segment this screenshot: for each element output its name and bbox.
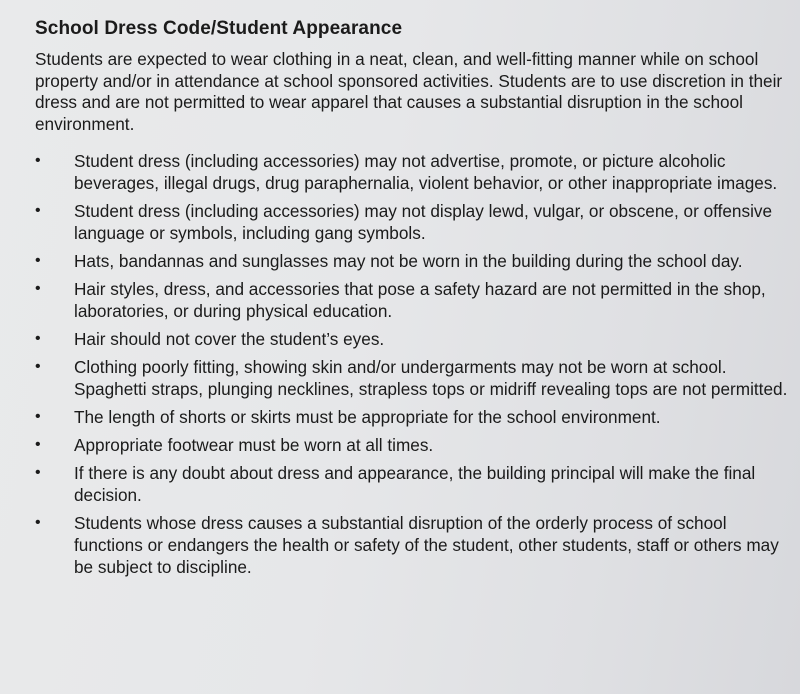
bullet-icon: •	[35, 252, 41, 269]
section-title: School Dress Code/Student Appearance	[35, 18, 403, 39]
list-item-text: Student dress (including accessories) may not advertise, promote, or picture alcoholic beverages, illegal drugs, drug paraphernalia, violent behavior, or other inappropriate images.	[74, 151, 778, 193]
dress-code-rules-list	[0, 150, 800, 582]
list-item-text: Hair should not cover the student’s eyes.	[74, 329, 385, 349]
list-item	[0, 512, 790, 578]
bullet-icon: •	[35, 280, 41, 297]
list-item-text: Student dress (including accessories) may not display lewd, vulgar, or obscene, or offensive language or symbols, including gang symbols.	[74, 201, 773, 243]
list-item-text: Students whose dress causes a substantial disruption of the orderly process of school functions or endangers the health or safety of the student, other students, staff or others may be subject to discipline.	[74, 513, 779, 577]
bullet-icon: •	[35, 152, 41, 169]
bullet-icon: •	[35, 358, 41, 375]
bullet-icon: •	[35, 464, 41, 481]
list-item	[0, 356, 790, 400]
bullet-icon: •	[35, 330, 41, 347]
bullet-icon: •	[35, 436, 41, 453]
list-item	[0, 278, 790, 322]
list-item-text: If there is any doubt about dress and appearance, the building principal will make the final decision.	[74, 463, 756, 505]
list-item	[0, 328, 790, 350]
list-item-text: Appropriate footwear must be worn at all times.	[74, 435, 434, 455]
bullet-icon: •	[35, 202, 41, 219]
list-item-text: Hats, bandannas and sunglasses may not be worn in the building during the school day.	[74, 251, 743, 271]
list-item-text: Hair styles, dress, and accessories that pose a safety hazard are not permitted in the shop, laboratories, or during physical education.	[74, 279, 766, 321]
list-item	[0, 434, 790, 456]
list-item	[0, 150, 790, 194]
list-item	[0, 406, 790, 428]
list-item-text: The length of shorts or skirts must be appropriate for the school environment.	[74, 407, 661, 427]
list-item	[0, 250, 790, 272]
bullet-icon: •	[35, 514, 41, 531]
list-item-text: Clothing poorly fitting, showing skin and/or undergarments may not be worn at school. Spaghetti straps, plunging necklines, strapless tops or midriff revealing tops are not permitted.	[74, 357, 788, 399]
intro-paragraph: Students are expected to wear clothing in a neat, clean, and well-fitting manner while on school property and/or in attendance at school sponsored activities. Students are to use discretion in their dress and are not permitted to wear apparel that causes a substantial disruption in the school environment.	[35, 49, 783, 134]
bullet-icon: •	[35, 408, 41, 425]
list-item	[0, 200, 790, 244]
list-item	[0, 462, 790, 506]
